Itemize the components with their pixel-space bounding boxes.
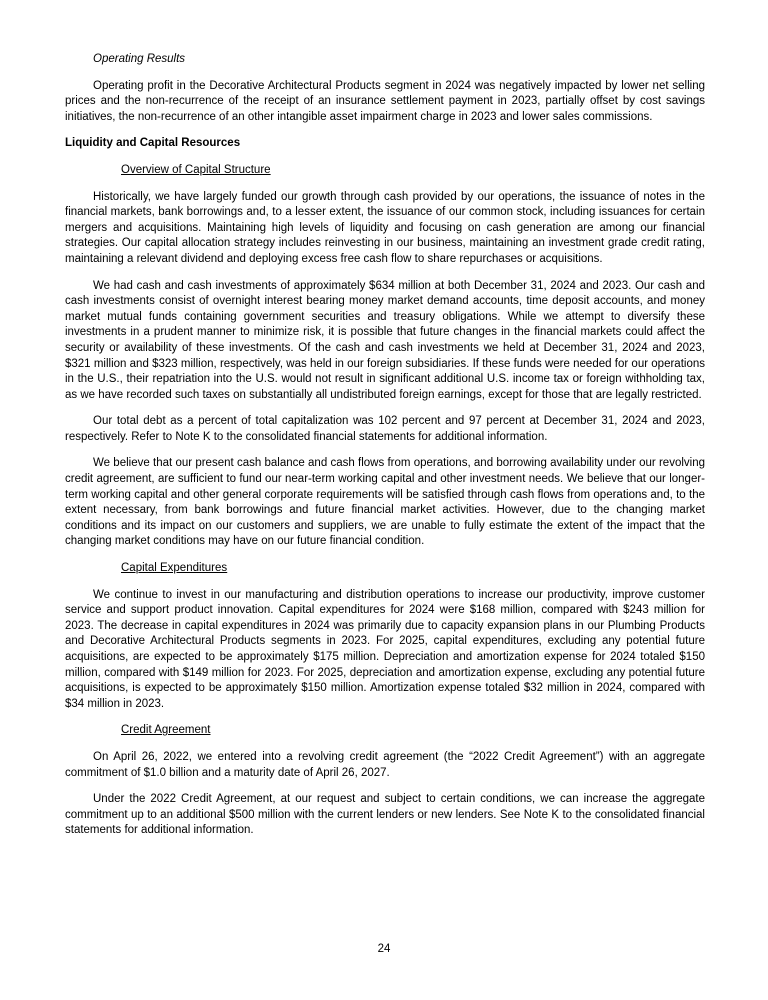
heading-credit-agreement [65, 723, 705, 739]
paragraph-total-debt: Our total debt as a percent of total capitalization was 102 percent and 97 percent at December 31, 2024 and 2023, respectively. Refer to Note K to the consolidated financial statements for additional information. [65, 415, 705, 443]
paragraph-operating-profit: Operating profit in the Decorative Architectural Products segment in 2024 was negatively impacted by lower net selling prices and the non-recurrence of the receipt of an insurance settlement payment in 2023, partially offset by cost savings initiatives, the non-recurrence of an other intangible asset impairment charge in 2023 and lower sales commissions. [65, 79, 705, 123]
heading-overview-label: Overview of Capital Structure [121, 163, 271, 176]
paragraph-credit-agreement-terms: On April 26, 2022, we entered into a revolving credit agreement (the “2022 Credit Agreement”) with an aggregate commitment of $1.0 billion and a maturity date of April 26, 2027. [65, 750, 705, 779]
heading-capital-expenditures [65, 561, 705, 577]
heading-operating-results: Operating Results [93, 53, 186, 65]
paragraph-credit-agreement-increase: Under the 2022 Credit Agreement, at our request and subject to certain conditions, we can increase the aggregate commitment up to an additional $500 million with the current lenders or new lenders. See Note K to the consolidated financial statements for additional information. [65, 793, 705, 837]
heading-credit-agreement-label: Credit Agreement [121, 724, 211, 737]
heading-liquidity-and-capital-resources: Liquidity and Capital Resources [65, 137, 241, 150]
heading-capital-expenditures-label: Capital Expenditures [121, 562, 228, 575]
heading-overview-of-capital-structure [65, 163, 705, 179]
paragraph-cash-investments: We had cash and cash investments of approximately $634 million at both December 31, 2024 and 2023. Our cash and cash investments consist of overnight interest bearing money market demand accounts, time deposit accounts, and money market mutual funds containing government securities and treasury obligations. While we attempt to diversify these investments in a prudent manner to minimize risk, it is possible that future changes in the financial markets could affect the security or availability of these investments. Of the cash and cash investments we held at December 31, 2024 and 2023, $321 million and $323 million, respectively, was held in our foreign subsidiaries. If these funds were needed for our operations in the U.S., their repatriation into the U.S. would not result in significant additional U.S. income tax or foreign withholding tax, as we have recorded such taxes on substantially all undistributed foreign earnings, except for those that are legally restricted. [65, 279, 705, 401]
paragraph-capital-expenditures: We continue to invest in our manufacturing and distribution operations to increase our productivity, improve customer service and support product innovation. Capital expenditures for 2024 were $168 million, compared with $243 million for 2023. The decrease in capital expenditures in 2024 was primarily due to capacity expansion plans in our Plumbing Products and Decorative Architectural Products segments in 2023. For 2025, capital expenditures, excluding any potential future acquisitions, are expected to be approximately $175 million. Depreciation and amortization expense for 2024 totaled $150 million, compared with $149 million for 2023. For 2025, depreciation and amortization expense, excluding any potential future acquisitions, is expected to be approximately $150 million. Amortization expense totaled $32 million in 2024, compared with $34 million in 2023. [65, 588, 705, 710]
paragraph-historically-funded: Historically, we have largely funded our growth through cash provided by our operations, the issuance of notes in the financial markets, bank borrowings and, to a lesser extent, the issuance of our common stock, including issuances for certain mergers and acquisitions. Maintaining high levels of liquidity and focusing on cash generation are among our financial strategies. Our capital allocation strategy includes reinvesting in our business, maintaining an investment grade credit rating, maintaining a relevant dividend and deploying excess free cash flow to share repurchases or acquisitions. [65, 190, 705, 265]
page-number: 24 [377, 943, 391, 955]
paragraph-cash-balance-outlook: We believe that our present cash balance and cash flows from operations, and borrowing availability under our revolving credit agreement, are sufficient to fund our near-term working capital and other investment needs. We believe that our longer-term working capital and other general corporate requirements will be satisfied through cash flows from operations and, to the extent necessary, from bank borrowings and future financial market activities. However, due to the changing market conditions and its impact on our customers and suppliers, we are unable to fully estimate the extent of the impact that the changing market conditions may have on our future financial condition. [65, 457, 705, 548]
